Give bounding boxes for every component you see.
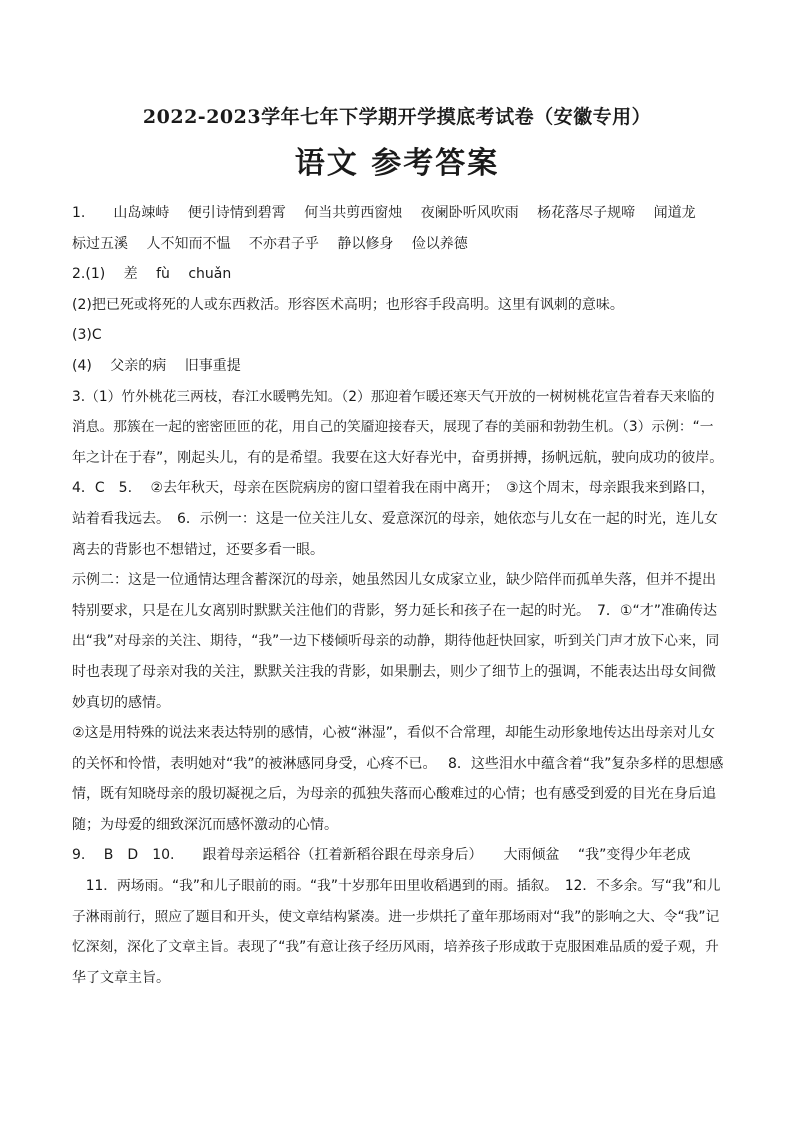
answer-line-19: 的关怀和怜惜，表明她对“我”的被淋感同身受，心疼不已。 8．这些泪水中蕴含着“我”复杂多样的思想感 xyxy=(72,755,724,772)
answer-line-26: 华了文章主旨。 xyxy=(72,969,170,986)
answer-line-17: 妙真切的感情。 xyxy=(72,694,170,711)
answer-line-24: 子淋雨前行，照应了题目和开头，使文章结构紧凑。进一步烘托了童年那场雨对“我”的影响之大、令“我”记 xyxy=(72,908,720,925)
answer-line-10: 4．C 5. ②去年秋天，母亲在医院病房的窗口望着我在雨中离开； ③这个周末，母亲跟我来到路口， xyxy=(72,480,715,497)
answer-line-25: 忆深刻，深化了文章主旨。表现了“我”有意让孩子经历风雨，培养孩子形成敢于克服困难品质的爱子观，升 xyxy=(72,939,719,956)
answer-line-18: ②这是用特殊的说法来表达特别的感情，心被“淋湿”，看似不合常理，却能生动形象地传达出母亲对儿女 xyxy=(72,725,716,742)
answer-line-8: 消息。那簇在一起的密密匝匝的花，用自己的笑靥迎接春天，展现了春的美丽和勃勃生机。（3）示例：“一 xyxy=(72,419,714,436)
answer-line-16: 时也表现了母亲对我的关注，默默关注我的背影，如果删去，则少了细节上的强调，不能表达出母女间微 xyxy=(72,663,716,680)
answer-line-22: 9. B D 10. 跟着母亲运稻谷（扛着新稻谷跟在母亲身后） 大雨倾盆 “我”变得少年老成 xyxy=(72,847,691,864)
answer-line-6: (4) 父亲的病 旧事重提 xyxy=(72,357,241,374)
answer-line-1: 1. 山岛竦峙 便引诗情到碧霄 何当共剪西窗烛 夜阑卧听风吹雨 杨花落尽子规啼 闻道龙 xyxy=(72,205,696,221)
answer-line-7: 3.（1）竹外桃花三两枝，春江水暖鸭先知。（2）那迎着乍暖还寒天气开放的一树树桃花宣告着春天来临的 xyxy=(72,388,715,405)
answer-line-5: (3)C xyxy=(72,327,102,344)
answer-line-12: 离去的背影也不想错过，还要多看一眼。 xyxy=(72,541,324,558)
answer-line-3: 2.(1) 差 fù chuǎn xyxy=(72,266,232,283)
answer-body xyxy=(72,198,724,993)
answer-line-9: 年之计在于春”，刚起头儿，有的是希望。我要在这大好春光中，奋勇拼搏，扬帆远航，驶向成功的彼岸。 xyxy=(72,449,724,466)
answer-line-21: 随；为母爱的细致深沉而感怀激动的心情。 xyxy=(72,816,338,833)
answer-line-23: 11．两场雨。“我”和儿子眼前的雨。“我”十岁那年田里收稻遇到的雨。插叙。 12．不多余。写“我”和儿 xyxy=(72,878,721,895)
answer-line-13: 示例二：这是一位通情达理含蓄深沉的母亲，她虽然因儿女成家立业，缺少陪伴而孤单失落，但并不提出 xyxy=(72,572,716,589)
page-title: 2022-2023学年七年下学期开学摸底考试卷（安徽专用） xyxy=(142,106,652,128)
answer-line-20: 情，既有知晓母亲的殷切凝视之后，为母亲的孤独失落而心酸难过的心情；也有感受到爱的目光在身后追 xyxy=(72,786,716,803)
answer-line-4: (2)把已死或将死的人或东西救活。形容医术高明；也形容手段高明。这里有讽刺的意味。 xyxy=(72,296,624,313)
page-subtitle: 语文 参考答案 xyxy=(294,146,500,181)
answer-line-2: 标过五溪 人不知而不愠 不亦君子乎 静以修身 俭以养德 xyxy=(72,235,468,252)
answer-line-11: 站着看我远去。 6．示例一：这是一位关注儿女、爱意深沉的母亲，她依恋与儿女在一起的时光，连儿女 xyxy=(72,510,718,527)
answer-line-15: 出“我”对母亲的关注、期待，“我”一边下楼倾听母亲的动静，期待他赶快回家，听到关门声才放下心来，同 xyxy=(72,633,720,650)
answer-line-14: 特别要求，只是在儿女离别时默默关注他们的背影，努力延长和孩子在一起的时光。 7．①“才”准确传达 xyxy=(72,602,717,619)
